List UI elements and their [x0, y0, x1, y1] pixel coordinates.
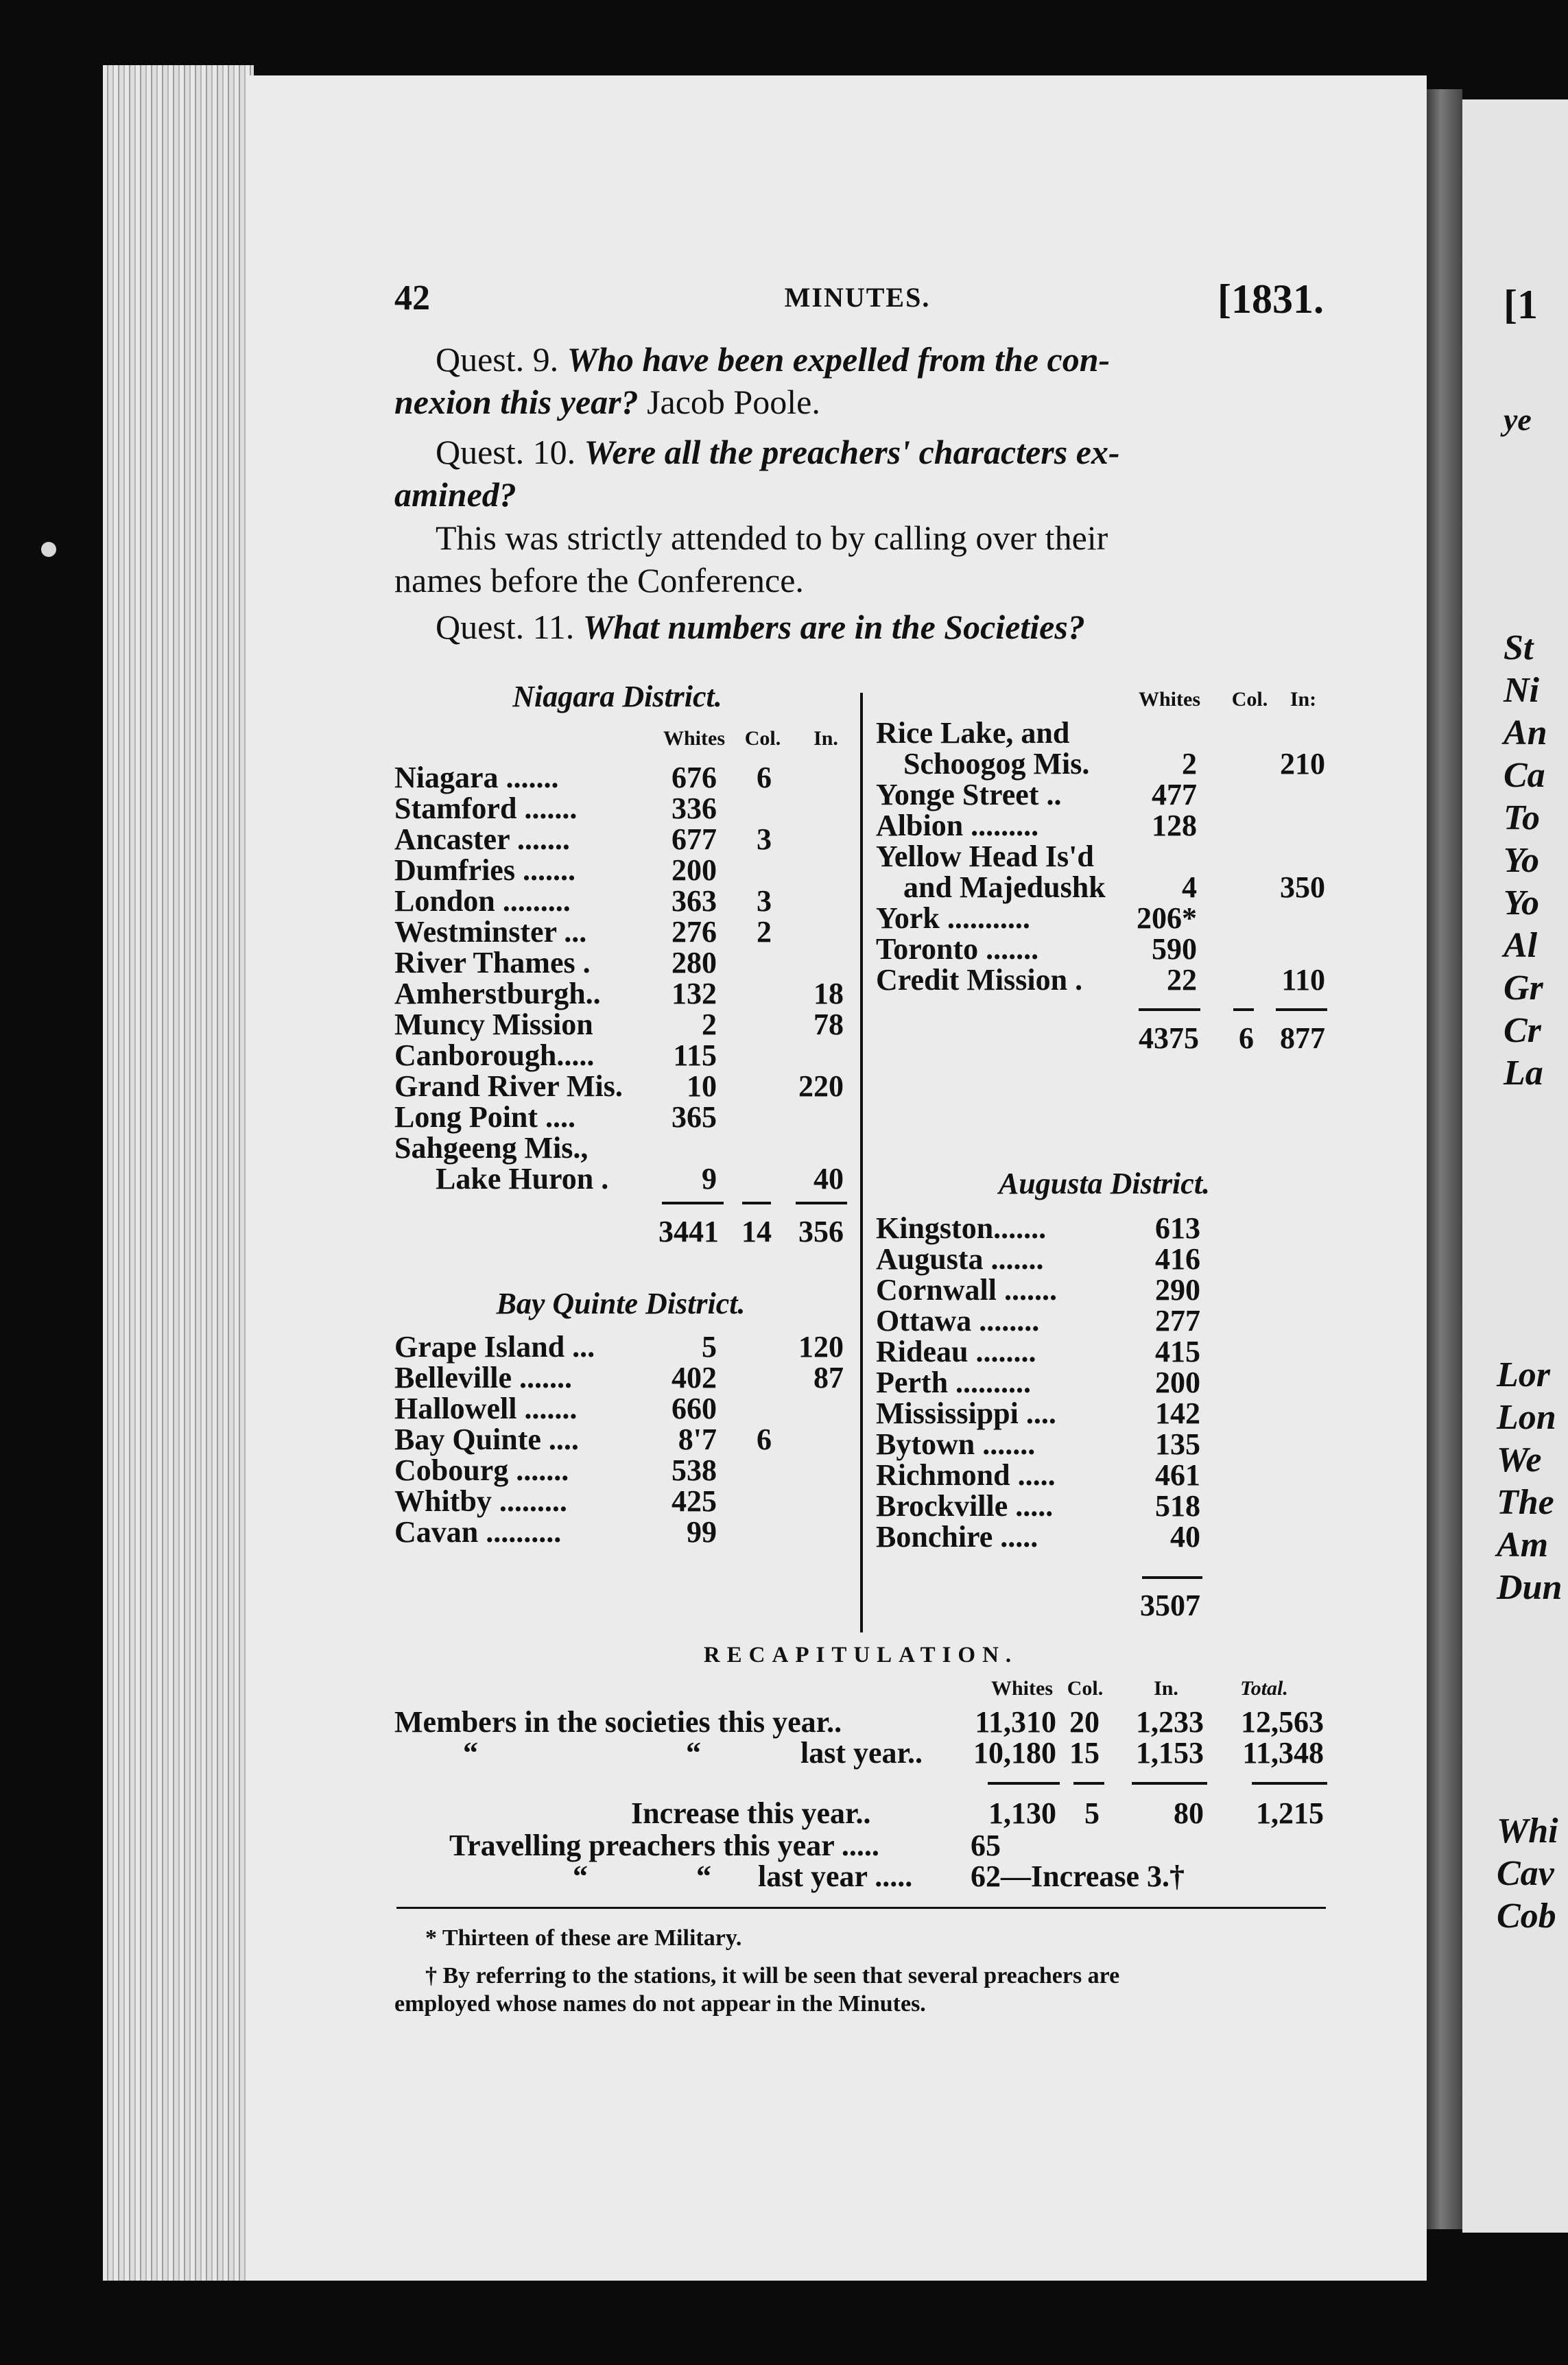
table-row-label: Rideau ........ — [876, 1335, 1036, 1368]
table-cell-whites: 5 — [702, 1330, 717, 1364]
page-year: [1831. — [1217, 276, 1324, 322]
right-rule-whites — [1139, 1008, 1200, 1011]
table-row-label: Credit Mission . — [876, 963, 1083, 997]
travel-ditto-1: “ — [573, 1859, 588, 1893]
travel-this-year-label: Travelling preachers this year ..... — [449, 1829, 879, 1862]
recap-row-last-year-in: 1,153 — [1136, 1736, 1204, 1770]
travel-last-year-value: 62—Increase 3.† — [971, 1859, 1185, 1893]
table-row-label: Albion ......... — [876, 809, 1039, 842]
niagara-rule-in — [796, 1202, 847, 1204]
table-row-label: Muncy Mission — [394, 1008, 593, 1041]
table-cell-whites: 22 — [1167, 963, 1197, 997]
recap-increase-total: 1,215 — [1256, 1796, 1324, 1830]
recap-row-last-year-col: 15 — [1069, 1736, 1100, 1770]
table-cell-whites: 590 — [1152, 932, 1197, 966]
recap-header-in: In. — [1154, 1677, 1178, 1700]
table-row-label: Westminster ... — [394, 915, 587, 949]
table-cell-whites: 200 — [1155, 1366, 1200, 1399]
table-cell-col: 6 — [757, 761, 772, 794]
recap-header-whites: Whites — [991, 1677, 1053, 1700]
table-row-label: Canborough..... — [394, 1038, 595, 1072]
table-row-label: Bytown ....... — [876, 1427, 1036, 1461]
table-cell-whites: 676 — [672, 761, 717, 794]
table-cell-in: 78 — [813, 1008, 844, 1041]
book-spine — [1427, 89, 1462, 2229]
table-cell-whites: 677 — [672, 822, 717, 856]
column-divider — [860, 693, 863, 1632]
right-total-in: 877 — [1280, 1021, 1325, 1055]
table-cell-whites: 40 — [1170, 1520, 1200, 1554]
travel-this-year-value: 65 — [971, 1829, 1001, 1862]
table-row-label: Yonge Street .. — [876, 778, 1062, 811]
table-row-label: Whitby ......... — [394, 1484, 567, 1518]
table-cell-whites: 142 — [1155, 1397, 1200, 1430]
facing-list-fragment: St — [1504, 628, 1534, 667]
bay-quinte-district-title: Bay Quinte District. — [496, 1287, 746, 1320]
recap-rule-total — [1252, 1782, 1327, 1785]
facing-page — [1462, 99, 1568, 2233]
table-cell-col: 3 — [757, 822, 772, 856]
footnote-rule — [396, 1907, 1326, 1909]
recap-ditto-1: “ — [463, 1736, 478, 1770]
table-row-label: Ancaster ....... — [394, 822, 570, 856]
facing-list-fragment: Ni — [1504, 671, 1539, 710]
recap-header-total: Total. — [1240, 1677, 1288, 1700]
recap-row-this-year-col: 20 — [1069, 1705, 1100, 1739]
table-cell-whites: 10 — [687, 1069, 717, 1103]
facing-list-fragment: Whi — [1497, 1811, 1558, 1851]
table-row-label: Cavan .......... — [394, 1515, 562, 1549]
table-row-label: London ......... — [394, 884, 571, 918]
table-row-label: Cobourg ....... — [394, 1453, 569, 1487]
table-row-label: Perth .......... — [876, 1366, 1032, 1399]
table-row-label: Toronto ....... — [876, 932, 1039, 966]
table-row-label: Schoogog Mis. — [903, 747, 1090, 781]
table-row-label: Kingston....... — [876, 1211, 1047, 1245]
recap-increase-in: 80 — [1174, 1796, 1204, 1830]
header-whites-left: Whites — [663, 727, 725, 750]
quest-10-question: Were all the preachers' characters ex- — [584, 433, 1120, 471]
table-cell-col: 3 — [757, 884, 772, 918]
footnote-2-line-1: † By referring to the stations, it will be seen that several preachers are — [425, 1963, 1120, 1988]
quest-9-label: Quest. 9. — [436, 340, 559, 379]
page-number: 42 — [394, 278, 430, 318]
table-row-label: River Thames . — [394, 946, 591, 979]
header-in-left: In. — [813, 727, 838, 750]
table-cell-whites: 336 — [672, 792, 717, 825]
table-cell-whites: 9 — [702, 1162, 717, 1196]
quest-9-line-1 — [436, 340, 1110, 379]
table-cell-whites: 363 — [672, 884, 717, 918]
table-row-label: Grand River Mis. — [394, 1069, 623, 1103]
recap-row-this-year-label: Members in the societies this year.. — [394, 1705, 842, 1739]
table-row-label: Bonchire ..... — [876, 1520, 1038, 1554]
table-cell-in: 40 — [813, 1162, 844, 1196]
header-col-right: Col. — [1231, 688, 1268, 711]
travel-last-year-label: last year ..... — [758, 1859, 913, 1893]
niagara-rule-whites — [662, 1202, 724, 1204]
quest-9-line-2: nexion this year? Jacob Poole. — [394, 383, 820, 421]
recap-row-this-year-in: 1,233 — [1136, 1705, 1204, 1739]
table-cell-whites: 132 — [672, 977, 717, 1010]
header-col-left: Col. — [744, 727, 781, 750]
table-cell-whites: 290 — [1155, 1273, 1200, 1307]
quest-10-answer-2: names before the Conference. — [394, 561, 804, 599]
quest-9-question: Who have been expelled from the con- — [567, 340, 1110, 379]
facing-list-fragment: Am — [1497, 1525, 1549, 1565]
facing-header-fragment: [1 — [1504, 282, 1538, 327]
facing-list-fragment: To — [1504, 798, 1540, 837]
facing-list-fragment: Al — [1504, 926, 1538, 965]
footnote-2-line-2: employed whose names do not appear in the Minutes. — [394, 1991, 926, 2017]
niagara-district-title: Niagara District. — [512, 680, 722, 713]
table-row-label: Hallowell ....... — [394, 1392, 578, 1425]
table-cell-whites: 8'7 — [678, 1423, 717, 1456]
table-row-label: Richmond ..... — [876, 1458, 1056, 1492]
right-rule-col — [1233, 1008, 1254, 1011]
table-row-label: Grape Island ... — [394, 1330, 595, 1364]
table-cell-in: 18 — [813, 977, 844, 1010]
table-row-label: Rice Lake, and — [876, 716, 1070, 750]
facing-list-fragment: We — [1497, 1440, 1542, 1479]
recap-row-this-year-whites: 11,310 — [975, 1705, 1056, 1739]
recap-rule-col — [1073, 1782, 1104, 1785]
facing-list-fragment: Cob — [1497, 1897, 1556, 1936]
table-cell-whites: 415 — [1155, 1335, 1200, 1368]
table-cell-whites: 538 — [672, 1453, 717, 1487]
facing-list-fragment: Yo — [1504, 883, 1539, 923]
table-cell-whites: 4 — [1182, 870, 1197, 904]
header-whites-right: Whites — [1139, 688, 1200, 711]
table-row-label: Sahgeeng Mis., — [394, 1131, 589, 1165]
table-cell-whites: 425 — [672, 1484, 717, 1518]
table-row-label: Dumfries ....... — [394, 853, 575, 887]
niagara-rule-col — [742, 1202, 771, 1204]
table-row-label: Bay Quinte .... — [394, 1423, 579, 1456]
recap-title: RECAPITULATION. — [703, 1643, 1019, 1667]
table-cell-whites: 2 — [702, 1008, 717, 1041]
right-total-whites: 4375 — [1139, 1021, 1199, 1055]
page-edges — [103, 65, 254, 2281]
recap-increase-whites: 1,130 — [988, 1796, 1056, 1830]
facing-list-fragment: Yo — [1504, 841, 1539, 880]
table-cell-whites: 660 — [672, 1392, 717, 1425]
recap-row-last-year-total: 11,348 — [1242, 1736, 1324, 1770]
table-cell-whites: 276 — [672, 915, 717, 949]
quest-9-answer: Jacob Poole. — [647, 383, 820, 421]
quest-10-line-2: amined? — [394, 475, 516, 514]
table-cell-col: 6 — [757, 1423, 772, 1456]
travel-ditto-2: “ — [696, 1859, 711, 1893]
facing-list-fragment: Lor — [1497, 1355, 1550, 1394]
table-cell-whites: 135 — [1155, 1427, 1200, 1461]
table-cell-whites: 200 — [672, 853, 717, 887]
quest-10-label: Quest. 10. — [436, 433, 576, 471]
quest-10-answer-1: This was strictly attended to by calling over their — [436, 519, 1108, 557]
facing-list-fragment: Ca — [1504, 756, 1545, 795]
facing-list-fragment: Cr — [1504, 1011, 1541, 1050]
table-row-label: Cornwall ....... — [876, 1273, 1057, 1307]
running-title: MINUTES. — [784, 282, 931, 313]
recap-row-last-year-whites: 10,180 — [973, 1736, 1056, 1770]
niagara-total-in: 356 — [798, 1215, 844, 1248]
quest-11-question: What numbers are in the Societies? — [582, 608, 1085, 646]
facing-list-fragment: An — [1504, 713, 1547, 752]
table-cell-in: 210 — [1280, 747, 1325, 781]
recap-increase-label: Increase this year.. — [631, 1796, 871, 1830]
table-row-label: Augusta ....... — [876, 1242, 1044, 1276]
quest-10-line-1 — [436, 432, 1120, 472]
recap-row-last-year-label: last year.. — [800, 1736, 923, 1770]
table-row-label: Ottawa ........ — [876, 1304, 1040, 1338]
table-cell-whites: 206* — [1137, 901, 1197, 935]
table-cell-whites: 477 — [1152, 778, 1197, 811]
recap-ditto-2: “ — [686, 1736, 701, 1770]
table-row-label: Niagara ....... — [394, 761, 559, 794]
table-row-label: Brockville ..... — [876, 1489, 1054, 1523]
recap-row-this-year-total: 12,563 — [1241, 1705, 1324, 1739]
table-row-label: Amherstburgh.. — [394, 977, 601, 1010]
table-cell-whites: 2 — [1182, 747, 1197, 781]
table-cell-whites: 402 — [672, 1361, 717, 1394]
table-cell-whites: 280 — [672, 946, 717, 979]
table-row-label: Long Point .... — [394, 1100, 576, 1134]
facing-list-fragment: Lon — [1497, 1398, 1556, 1437]
table-cell-whites: 99 — [687, 1515, 717, 1549]
facing-list-fragment: Cav — [1497, 1854, 1554, 1893]
niagara-total-whites: 3441 — [658, 1215, 719, 1248]
recap-header-col: Col. — [1067, 1677, 1104, 1700]
table-row-label: York ........... — [876, 901, 1030, 935]
table-cell-in: 110 — [1281, 963, 1325, 997]
table-cell-whites: 277 — [1155, 1304, 1200, 1338]
recap-rule-whites — [988, 1782, 1060, 1785]
margin-dot — [41, 542, 56, 557]
table-cell-whites: 416 — [1155, 1242, 1200, 1276]
augusta-district-title: Augusta District. — [998, 1167, 1211, 1200]
footnote-1: * Thirteen of these are Military. — [425, 1925, 742, 1951]
right-total-col: 6 — [1239, 1021, 1254, 1055]
table-cell-whites: 365 — [672, 1100, 717, 1134]
augusta-total: 3507 — [1140, 1589, 1200, 1622]
table-cell-whites: 128 — [1152, 809, 1197, 842]
table-cell-in: 120 — [798, 1330, 844, 1364]
header-in-right: In: — [1290, 688, 1317, 711]
table-cell-whites: 461 — [1155, 1458, 1200, 1492]
table-cell-whites: 115 — [673, 1038, 717, 1072]
facing-text-fragment: ye — [1504, 402, 1532, 437]
quest-11-line — [436, 607, 1085, 647]
table-cell-col: 2 — [757, 915, 772, 949]
table-cell-whites: 518 — [1155, 1489, 1200, 1523]
quest-11-label: Quest. 11. — [436, 608, 575, 646]
table-row-label: Mississippi .... — [876, 1397, 1056, 1430]
book-page — [247, 75, 1427, 2281]
table-cell-in: 87 — [813, 1361, 844, 1394]
table-cell-in: 220 — [798, 1069, 844, 1103]
facing-list-fragment: Gr — [1504, 968, 1543, 1008]
facing-list-fragment: The — [1497, 1483, 1554, 1522]
table-cell-whites: 613 — [1155, 1211, 1200, 1245]
table-row-label: and Majedushk — [903, 870, 1106, 904]
augusta-rule — [1142, 1576, 1202, 1579]
table-row-label: Belleville ....... — [394, 1361, 573, 1394]
facing-list-fragment: Dun — [1497, 1568, 1563, 1607]
table-row-label: Lake Huron . — [436, 1162, 609, 1196]
table-cell-in: 350 — [1280, 870, 1325, 904]
right-rule-in — [1276, 1008, 1327, 1011]
recap-rule-in — [1132, 1782, 1207, 1785]
recap-increase-col: 5 — [1084, 1796, 1100, 1830]
table-row-label: Stamford ....... — [394, 792, 578, 825]
table-row-label: Yellow Head Is'd — [876, 840, 1094, 873]
facing-list-fragment: La — [1504, 1054, 1543, 1093]
niagara-total-col: 14 — [741, 1215, 772, 1248]
